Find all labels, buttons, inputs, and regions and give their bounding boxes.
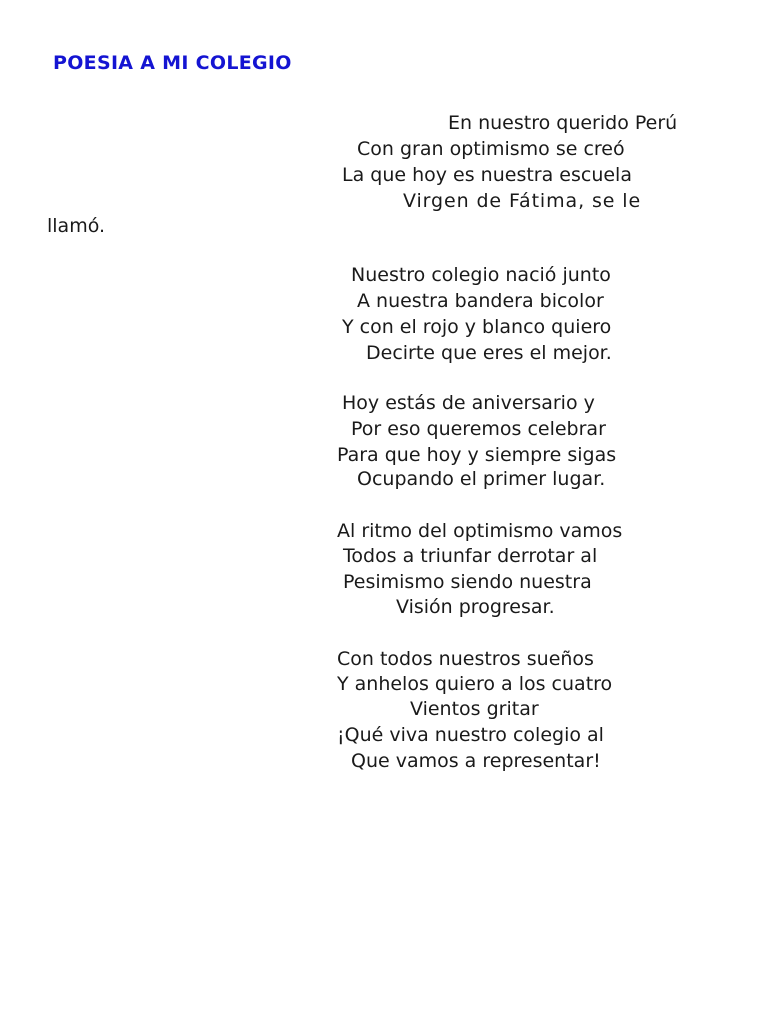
stanza-3-line-3: Para que hoy y siempre sigas <box>337 444 617 466</box>
stanza-5-line-4: ¡Qué viva nuestro colegio al <box>337 724 604 746</box>
stanza-5-line-5: Que vamos a representar! <box>351 750 601 772</box>
stanza-2-line-3: Y con el rojo y blanco quiero <box>342 316 612 338</box>
stanza-3-line-2: Por eso queremos celebrar <box>351 418 606 440</box>
stanza-1-line-2: Con gran optimismo se creó <box>357 138 625 160</box>
stanza-1-line-1: En nuestro querido Perú <box>448 112 678 134</box>
stanza-2-line-2: A nuestra bandera bicolor <box>357 290 604 312</box>
stanza-3-line-1: Hoy estás de aniversario y <box>342 392 595 414</box>
stanza-4-line-4: Visión progresar. <box>396 596 555 618</box>
stanza-2-line-4: Decirte que eres el mejor. <box>366 342 612 364</box>
stanza-1-line-3: La que hoy es nuestra escuela <box>342 164 632 186</box>
stanza-4-line-3: Pesimismo siendo nuestra <box>343 571 592 593</box>
stanza-4-line-1: Al ritmo del optimismo vamos <box>337 520 623 542</box>
stanza-5-line-3: Vientos gritar <box>410 698 539 720</box>
stanza-5-line-1: Con todos nuestros sueños <box>337 648 594 670</box>
stanza-3-line-4: Ocupando el primer lugar. <box>357 468 606 490</box>
stanza-1-line-5: llamó. <box>47 215 106 237</box>
stanza-4-line-2: Todos a triunfar derrotar al <box>343 545 598 567</box>
stanza-2-line-1: Nuestro colegio nació junto <box>351 264 611 286</box>
stanza-1-line-4: Virgen de Fátima, se le <box>403 190 642 212</box>
stanza-5-line-2: Y anhelos quiero a los cuatro <box>337 673 613 695</box>
poem-title: POESIA A MI COLEGIO <box>53 52 292 74</box>
